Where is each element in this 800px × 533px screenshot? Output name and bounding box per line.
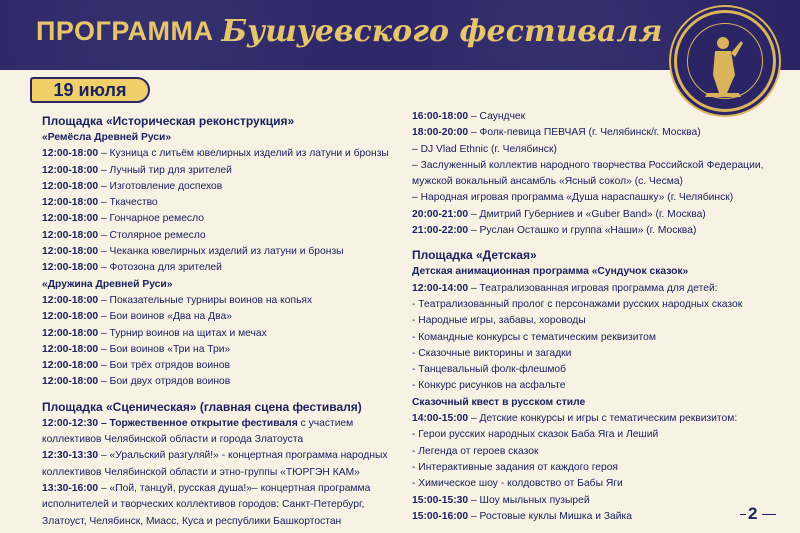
event-text: – Лучный тир для зрителей [98,164,232,176]
schedule-row [42,448,392,481]
event-text: – Фолк-певица ПЕВЧАЯ (г. Челябинск/г. Москва) [468,127,701,139]
time-range: 12:00-18:00 [42,246,99,258]
event-text: – Показательные турниры воинов на копьях [98,294,313,306]
section-title-stage: Площадка «Сценическая» (главная сцена фестиваля) [42,399,362,414]
schedule-row [412,142,790,158]
time-range: 15:00-15:30 [412,494,469,506]
left-column [42,113,392,530]
event-text: – «Пой, танцуй, русская душа!»– концертная программа исполнителей и творческих коллективов городов: Санкт-Петербург, Златоуст, Челябинск, Миасс, Куса и республики Башкортостан [42,482,371,527]
time-range: 21:00-22:00 [412,225,469,237]
emblem-figure-icon [677,13,773,109]
schedule-row [42,293,392,309]
event-text: – Турнир воинов на щитах и мечах [98,327,267,339]
list-item: - Сказочные викторины и загадки [412,347,572,359]
event-text: – Чеканка ювелирных изделий из латуни и бронзы [98,246,344,258]
section-title-reconstruction: Площадка «Историческая реконструкция» [42,114,295,128]
section-title-kids: Площадка «Детская» [412,248,537,263]
list-item: - Интерактивные задания от каждого героя [412,461,619,473]
event-text: – Ростовые куклы Мишка и Зайка [468,510,632,522]
schedule-row [412,207,790,223]
schedule-row [412,190,790,206]
schedule-row [42,309,392,325]
schedule-row [42,211,392,227]
event-text: – DJ Vlad Ethnic (г. Челябинск) [412,143,557,155]
time-range: 13:30-16:00 [42,482,99,494]
schedule-row [42,481,392,530]
schedule-row [412,411,790,427]
subsection-crafts: «Ремёсла Древней Руси» [42,132,172,143]
schedule-row [42,179,392,195]
time-range: 12:00-18:00 [42,343,99,355]
event-text: – Детские конкурсы и игры с тематическим реквизитом: [468,413,738,425]
time-range: 15:00-16:00 [412,510,469,522]
time-range: 12:00-18:00 [42,327,99,339]
event-text: – Бои трёх отрядов воинов [98,360,231,372]
event-title: – Торжественное открытие фестиваля [98,417,298,429]
schedule-row [42,260,392,276]
schedule-row [412,109,790,125]
time-range: 18:00-20:00 [412,127,469,139]
event-text: – Фотозона для зрителей [98,262,222,274]
schedule-row [412,281,790,297]
event-text: – Гончарное ремесло [98,213,204,225]
time-range: 12:00-14:00 [412,282,469,294]
schedule-row [412,223,790,239]
list-item: - Театрализованный пролог с персонажами русских народных сказок [412,298,743,310]
time-range: 14:00-15:00 [412,413,469,425]
event-text: – Изготовление доспехов [98,180,223,192]
time-range: 12:30-13:30 [42,450,99,462]
schedule-row [42,244,392,260]
schedule-row [412,509,790,525]
time-range: 12:00-18:00 [42,213,99,225]
time-range: 20:00-21:00 [412,208,469,220]
time-range: 12:00-18:00 [42,376,99,388]
list-item: - Герои русских народных сказок Баба Яга и Леший [412,429,659,441]
page-title [36,14,662,60]
event-text: – Театрализованная игровая программа для детей: [468,282,718,294]
list-item: - Танцевальный фолк-флешмоб [412,364,567,376]
time-range: 12:00-18:00 [42,294,99,306]
subsection-quest: Сказочный квест в русском стиле [412,396,586,408]
time-range: 12:00-18:00 [42,229,99,241]
schedule-row [42,416,392,449]
time-range: 12:00-18:00 [42,164,99,176]
event-text: – Заслуженный коллектив народного творчества Российской Федерации, мужской вокальный ансамбль «Ясный сокол» (с. Чесма) [412,159,764,188]
event-text: – Ткачество [98,197,158,209]
list-item: - Народные игры, забавы, хороводы [412,315,586,327]
schedule-row [412,493,790,509]
schedule-row [42,228,392,244]
event-text: – Дмитрий Губерниев и «Guber Band» (г. Москва) [468,208,706,220]
schedule-row [42,146,392,162]
list-item: - Легенда от героев сказок [412,445,539,457]
schedule-row [42,163,392,179]
subsection-druzhina: «Дружина Древней Руси» [42,278,173,290]
event-text: – Бои воинов «Три на Три» [98,343,231,355]
schedule-row [42,374,392,390]
schedule-row [412,158,790,191]
event-text: – Шоу мыльных пузырей [468,494,590,506]
right-column [412,109,790,525]
event-text: с участием коллективов Челябинской области и города Златоуста [42,417,354,446]
schedule-row [412,125,790,141]
time-range: 12:00-18:00 [42,180,99,192]
schedule-row [42,326,392,342]
time-range: 12:00-18:00 [42,360,99,372]
title-festival: Бушуевского фестиваля [221,14,663,49]
time-range: 12:00-18:00 [42,197,99,209]
list-item: - Конкурс рисунков на асфальте [412,380,566,392]
time-range: 12:00-18:00 [42,262,99,274]
list-item: - Командные конкурсы с тематическим реквизитом [412,331,656,343]
event-text: – Бои воинов «Два на Два» [98,311,232,323]
time-range: 12:00-18:00 [42,311,99,323]
subsection-kids-animation: Детская анимационная программа «Сундучок сказок» [412,266,689,278]
date-badge: 19 июля [30,77,150,103]
page-number: 2 [748,504,758,523]
event-text: – Саундчек [468,111,526,122]
festival-emblem-icon [674,10,776,112]
time-range: 16:00-18:00 [412,111,469,122]
list-item: - Химическое шоу - колдовство от Бабы Яги [412,478,623,490]
title-program: ПРОГРАММА [36,16,214,46]
schedule-row [42,195,392,211]
event-text: – Столярное ремесло [98,229,206,241]
event-text: – Бои двух отрядов воинов [98,376,231,388]
time-range: 12:00-12:30 [42,417,99,429]
event-text: – Руслан Осташко и группа «Наши» (г. Москва) [468,225,697,237]
schedule-row [42,342,392,358]
event-text: – «Уральский разгуляй!» - концертная программа народных коллективов Челябинской области и этно-группы «ТЮРГЭН КАМ» [42,450,388,478]
event-text: – Кузница с литьём ювелирных изделий из латуни и бронзы [98,148,389,160]
schedule-row [42,358,392,374]
time-range: 12:00-18:00 [42,148,99,160]
event-text: – Народная игровая программа «Душа нараспашку» (г. Челябинск) [412,192,734,204]
